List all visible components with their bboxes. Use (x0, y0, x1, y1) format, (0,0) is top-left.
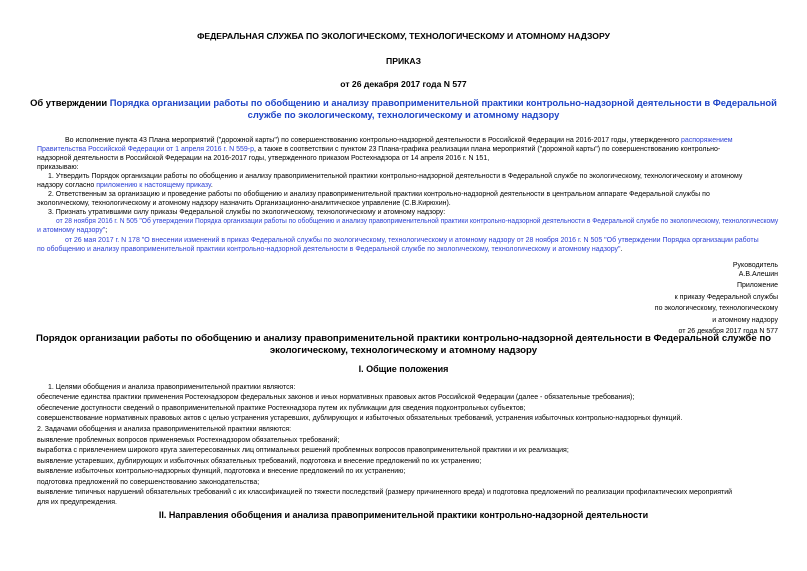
procedure-line: выработка с привлечением широкого круга заинтересованных лиц оптимальных решений проблемных вопросов правоприменительной практики и их реализация; (37, 447, 569, 454)
repealed-order-1-line-1 (56, 217, 778, 226)
procedure-title-line-1: Порядок организации работы по обобщению и анализу правоприменительной практики контрольно-надзорной деятельности в Федеральной службе по (36, 333, 771, 344)
order-title-line-2 (0, 109, 807, 120)
procedure-line: обеспечение единства практики применения Ростехнадзором федеральных законов и иных нормативных правовых актов Российской Федерации (далее - обязательные требования); (37, 394, 635, 401)
repealed-order-2-line-1 (65, 236, 759, 245)
government-order-link-cont[interactable]: Правительства Российской Федерации от 1 апреля 2016 г. N 559-р (37, 146, 255, 153)
section-2-heading: II. Направления обобщения и анализа правоприменительной практики контрольно-надзорной деятельности (158, 510, 649, 520)
procedure-line: выявление проблемных вопросов применяемых Ростехнадзором обязательных требований; (37, 437, 340, 444)
procedure-line: 2. Задачами обобщения и анализа правоприменительной практики являются: (37, 426, 292, 433)
order-title-prefix: Об утверждении (30, 97, 110, 108)
preamble-line-1 (65, 136, 733, 145)
repealed-order-2-link[interactable]: от 26 мая 2017 г. N 178 "О внесении изменений в приказ Федеральной службы по экологическому, технологическому и атомному надзору от 28 ноября 2016 г. N 505 "Об утверждении Порядка организации работы (65, 237, 759, 244)
order-title-line-1 (0, 97, 807, 108)
item-text: . (210, 182, 213, 189)
repealed-order-1-line-2 (37, 226, 107, 235)
signature-name: А.В.Алешин (738, 271, 778, 278)
procedure-line: выявление избыточных контрольно-надзорных функций, подготовка и внесение предложений по их устранению; (37, 468, 406, 475)
order-title-link[interactable]: Порядка организации работы по обобщению и анализу правоприменительной практики контрольно-надзорной деятельности в Федеральной (109, 97, 777, 108)
preamble-line-2 (37, 145, 720, 154)
preamble-text: Во исполнение пункта 43 Плана мероприятий ("дорожной карты") по совершенствованию контрольно-надзорной деятельности в Российской Федерации на 2016-2017 годы, утвержденного (65, 137, 681, 144)
repealed-order-1-link[interactable]: от 28 ноября 2016 г. N 505 "Об утверждении Порядка организации работы по обобщению и анализу правоприменительной практики контрольно-надзорной деятельности в Федеральной службе по экологическому, технологическому (56, 218, 779, 225)
procedure-line: совершенствование нормативных правовых актов с целью устранения устаревших, дублирующих и избыточных обязательных требований, устранения избыточных контрольно-надзорных функций. (37, 415, 683, 422)
item-1-line-1: 1. Утвердить Порядок организации работы по обобщению и анализу правоприменительной практики контрольно-надзорной деятельности в Федеральной службе по экологическому, технологическому и атомному (48, 173, 743, 180)
preamble-line-3: надзорной деятельности в Российской Федерации на 2016-2017 годы, утвержденного приказом Ростехнадзора от 14 апреля 2016 г. N 151, (37, 155, 490, 162)
procedure-line: обеспечение доступности сведений о правоприменительной практике Ростехнадзора путем их публикации для сведения подконтрольных субъектов; (37, 405, 526, 412)
doc-type-heading: ПРИКАЗ (386, 56, 421, 66)
procedure-line: подготовка предложений по совершенствованию законодательства; (37, 479, 260, 486)
item-text: . (620, 246, 623, 253)
agency-heading: ФЕДЕРАЛЬНАЯ СЛУЖБА ПО ЭКОЛОГИЧЕСКОМУ, ТЕХНОЛОГИЧЕСКОМУ И АТОМНОМУ НАДЗОРУ (197, 31, 610, 41)
item-3: 3. Признать утратившими силу приказы Федеральной службы по экологическому, технологическому и атомному надзору: (48, 209, 446, 216)
item-1-line-2 (37, 181, 213, 190)
preamble-text: , а также в соответствии с пунктом 23 Плана-графика реализации плана мероприятий ("дорожной карты") по совершенствованию контрольно- (254, 146, 721, 153)
order-date-number: от 26 декабря 2017 года N 577 (340, 79, 467, 89)
appendix-line-3: и атомному надзору (712, 317, 778, 324)
procedure-line: для их предупреждения. (37, 499, 117, 506)
repealed-order-1-link-cont[interactable]: и атомному надзору" (37, 227, 106, 234)
appendix-label: Приложение (736, 282, 778, 289)
preamble-line-4: приказываю: (37, 164, 79, 171)
repealed-order-2-link-cont[interactable]: по обобщению и анализу правоприменительной практики контрольно-надзорной деятельности в Федеральной службе по экологическому, технологическому и атомному надзору" (37, 246, 621, 253)
order-title-link-cont[interactable]: службе по экологическому, технологическому и атомному надзору (247, 109, 560, 120)
procedure-line: выявление типичных нарушений обязательных требований с их классификацией по тяжести последствий (размеру причиненного вреда) и подготовка предложений по реализации профилактических мероприятий (37, 489, 733, 496)
procedure-line: выявление устаревших, дублирующих и избыточных обязательных требований, подготовка и внесение предложений по их устранению; (37, 458, 482, 465)
appendix-line-2: по экологическому, технологическому (654, 305, 778, 312)
repealed-order-2-line-2 (37, 245, 623, 254)
signature-position: Руководитель (732, 262, 778, 269)
government-order-link[interactable]: распоряжением (680, 137, 733, 144)
procedure-line: 1. Целями обобщения и анализа правоприменительной практики являются: (48, 384, 296, 391)
appendix-line-4: от 26 декабря 2017 года N 577 (678, 328, 778, 335)
procedure-title-line-2: экологическому, технологическому и атомному надзору (269, 345, 538, 356)
appendix-link[interactable]: приложению к настоящему приказу (96, 182, 211, 189)
item-2-line-2: экологическому, технологическому и атомному надзору назначить Организационно-аналитическое управление (С.В.Кирюхин). (37, 200, 451, 207)
section-1-heading: I. Общие положения (358, 364, 449, 374)
item-text: ; (105, 227, 108, 234)
item-2-line-1: 2. Ответственным за организацию и проведение работы по обобщению и анализу правоприменительной практики контрольно-надзорной деятельности в центральном аппарате Федеральной службы по (48, 191, 710, 198)
item-text: надзору согласно (37, 182, 97, 189)
appendix-line-1: к приказу Федеральной службы (674, 294, 778, 301)
